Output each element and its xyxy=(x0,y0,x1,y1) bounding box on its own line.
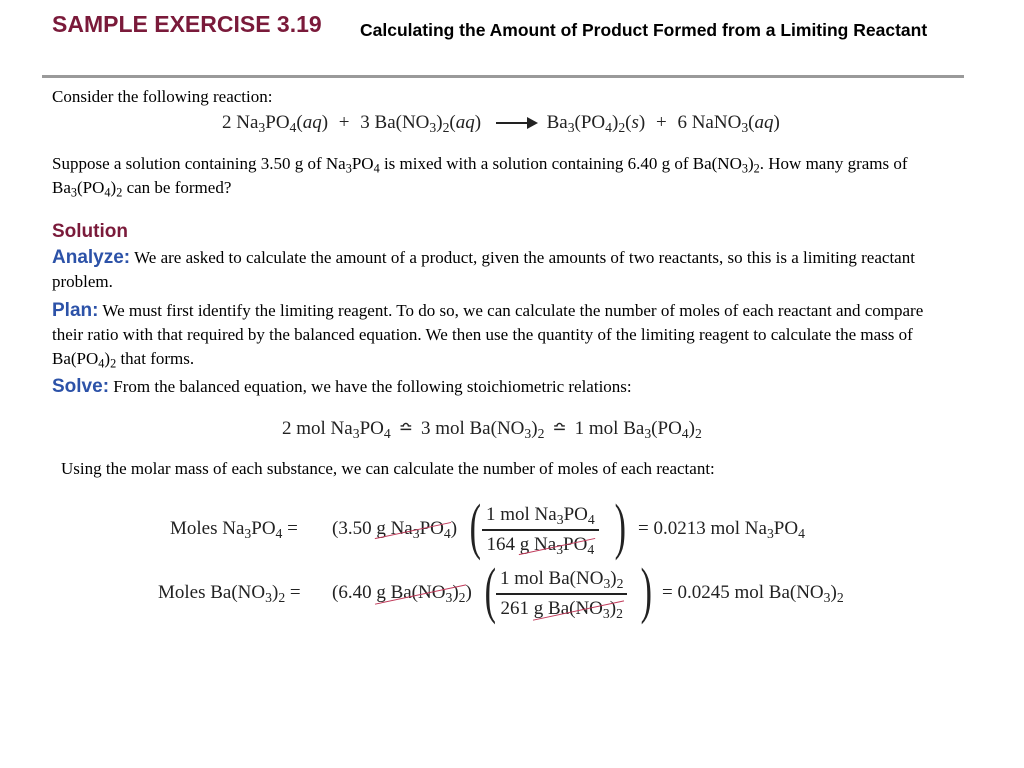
calc2-result: = 0.0245 mol $Ba(NO_3)_2$ xyxy=(662,582,844,605)
open-paren: ( xyxy=(484,557,497,625)
plus-sign: + xyxy=(655,112,667,133)
calc-moles-bano3 xyxy=(158,557,878,628)
plan-label: Plan: xyxy=(52,300,99,321)
product-ba3po42: $Ba_3(PO_4)_2(s)$ xyxy=(546,112,646,135)
equivalence-icon: ≏ xyxy=(398,418,413,437)
open-paren: ( xyxy=(469,493,482,561)
close-paren: ) xyxy=(614,493,627,561)
reaction-arrow-icon xyxy=(496,122,536,124)
calc1-result: = 0.0213 mol $Na_3PO_4$ xyxy=(638,518,805,541)
reactant-na3po4: 2 $Na_3PO_4(aq)$ xyxy=(222,112,329,135)
calc1-conversion-factor: 1 mol $Na_3PO_4$ 164 g $Na_3PO_4$ xyxy=(482,502,599,558)
solve-label: Solve: xyxy=(52,376,110,397)
exercise-number: SAMPLE EXERCISE 3.19 xyxy=(52,11,322,37)
close-paren: ) xyxy=(640,557,653,625)
header-divider xyxy=(42,75,964,78)
stoichiometric-relation: 2 mol $Na_3PO_4$ ≏ 3 mol $Ba(NO_3)_2$ ≏ 1 mol $Ba_3(PO_4)_2$ xyxy=(282,418,702,441)
analyze-label: Analyze: xyxy=(52,247,131,268)
calc-moles-na3po4 xyxy=(170,493,850,564)
calc2-lhs: Moles $Ba(NO_3)_2$ = xyxy=(158,582,301,605)
plan-paragraph: Plan: We must first identify the limiting reagent. To do so, we can calculate the number of moles of each reactant and compare their ratio with that required by the balanced equation. We then use the quantity of the limiting reagent to calculate the mass of $Ba(PO_4)_2$ that forms. xyxy=(52,300,924,371)
solve-paragraph: Solve: From the balanced equation, we have the following stoichiometric relations: xyxy=(52,376,632,397)
molar-mass-intro: Using the molar mass of each substance, we can calculate the number of moles of each reactant: xyxy=(61,459,715,478)
calc2-given-mass: (6.40 g $Ba(NO_3)_2$) xyxy=(332,582,472,605)
calc1-given-mass: (3.50 g $Na_3PO_4$) xyxy=(332,518,458,541)
intro-text: Consider the following reaction: xyxy=(52,87,273,106)
plus-sign: + xyxy=(338,112,350,133)
equivalence-icon: ≏ xyxy=(552,418,567,437)
solution-heading: Solution xyxy=(52,221,128,242)
question-text: Suppose a solution containing 3.50 g of $Na_3PO_4$ is mixed with a solution containing 6.40 g of $Ba(NO_3)_2$. How many grams of $Ba_3(PO_4)_2$ can be formed? xyxy=(52,154,908,200)
reaction-equation xyxy=(222,112,780,134)
calc1-lhs: Moles $Na_3PO_4$ = xyxy=(170,518,298,541)
product-nano3: 6 NaNO$_3$(aq) xyxy=(677,112,780,135)
analyze-paragraph: Analyze: We are asked to calculate the amount of a product, given the amounts of two reactants, so this is a limiting reactant problem. xyxy=(52,247,915,291)
reactant-bano3: 3 $Ba(NO_3)_2(aq)$ xyxy=(360,112,482,135)
exercise-title: Calculating the Amount of Product Formed from a Limiting Reactant xyxy=(360,20,928,40)
calc2-conversion-factor: 1 mol $Ba(NO_3)_2$ 261 g $Ba(NO_3)_2$ xyxy=(496,566,627,622)
